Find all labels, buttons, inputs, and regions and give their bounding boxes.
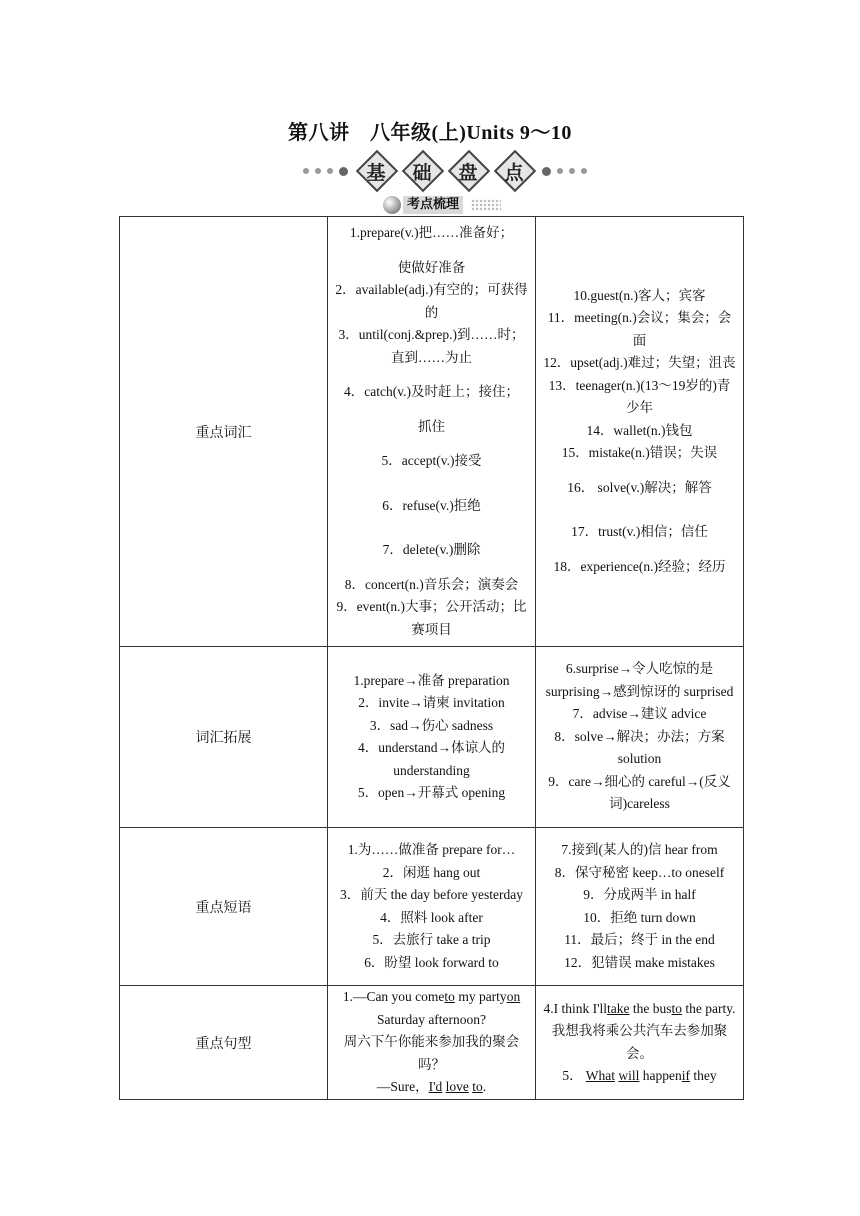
banner-char: 础 <box>403 152 441 188</box>
row-category: 重点句型 <box>120 986 328 1100</box>
ball-icon <box>383 196 401 214</box>
table-row <box>120 217 744 647</box>
vocab-cell-right: 10.guest(n.)客人；宾客 11．meeting(n.)会议；集会；会面 12．upset(adj.)难过；失望；沮丧 13．teenager(n.)(13～19岁的)青少年 14．wallet(n.)钱包 15．mistake(n.)错误；失误 16． solve(v.)解决；解答 17．trust(v.)相信；信任 18．experience(n.)经验；经历 <box>536 217 744 647</box>
section-banner <box>295 152 595 188</box>
summary-table <box>119 216 744 1100</box>
subsection-heading: 考点梳理 <box>383 195 503 215</box>
table-row <box>120 647 744 828</box>
row-category: 重点短语 <box>120 828 328 986</box>
vocab-cell-left: 1.prepare(v.)把……准备好； 使做好准备 2．available(adj.)有空的；可获得的 3．until(conj.&prep.)到……时；直到……为止 4．catch(v.)及时赶上；接住； 抓住 5．accept(v.)接受 6．refuse(v.)拒绝 7．delete(v.)删除 8．concert(n.)音乐会；演奏会 9．event(n.)大事；公开活动；比赛项目 <box>328 217 536 647</box>
sentence-cell-left: 1.—Can you cometo my partyon Saturday afternoon? 周六下午你能来参加我的聚会吗？ —Sure，I'd love to. <box>328 986 536 1100</box>
table-row <box>120 986 744 1100</box>
phrase-cell-left: 1.为……做准备 prepare for… 2．闲逛 hang out 3．前天 the day before yesterday 4．照料 look after 5．去旅行 take a trip 6．盼望 look forward to <box>328 828 536 986</box>
expansion-cell-left: 1.prepare→准备 preparation 2．invite→请柬 invitation 3．sad→伤心 sadness 4．understand→体谅人的 understanding 5．open→开幕式 opening <box>328 647 536 828</box>
banner-dots-right <box>542 168 587 176</box>
page-title: 第八讲 八年级(上)Units 9～10 <box>288 122 572 144</box>
banner-char: 点 <box>495 152 533 188</box>
row-category: 词汇拓展 <box>120 647 328 828</box>
phrase-cell-right: 7.接到(某人的)信 hear from 8．保守秘密 keep…to oneself 9．分成两半 in half 10．拒绝 turn down 11．最后；终于 in the end 12．犯错误 make mistakes <box>536 828 744 986</box>
table-row <box>120 828 744 986</box>
row-category: 重点词汇 <box>120 217 328 647</box>
banner-char: 基 <box>357 152 395 188</box>
expansion-cell-right: 6.surprise→令人吃惊的是 surprising→感到惊讶的 surprised 7．advise→建议 advice 8．solve→解决；办法；方案 solution 9．care→细心的 careful→(反义词)careless <box>536 647 744 828</box>
banner-char: 盘 <box>449 152 487 188</box>
banner-dots-left <box>303 168 348 176</box>
sentence-cell-right: 4.I think I'lltake the busto the party. 我想我将乘公共汽车去参加聚会。 5． What will happenif they <box>536 986 744 1100</box>
